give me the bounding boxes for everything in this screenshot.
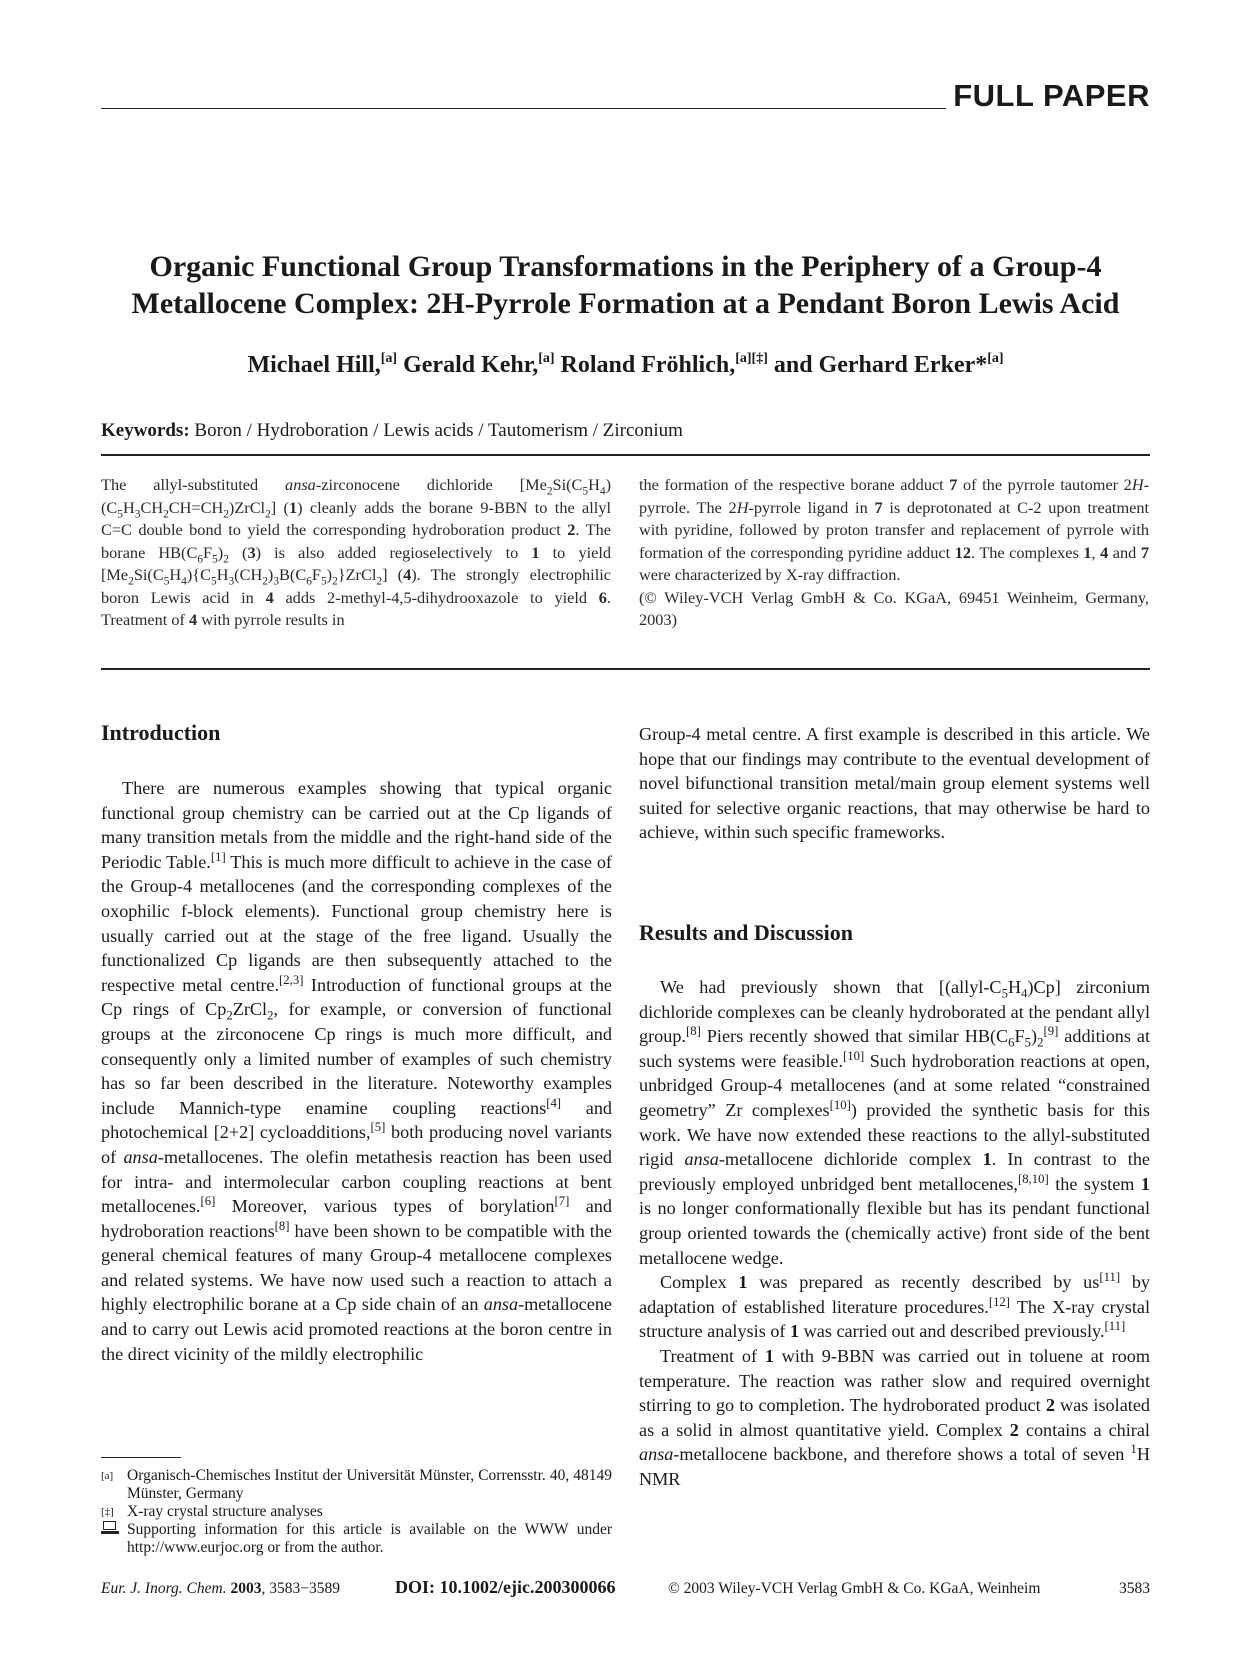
journal-year: 2003 (230, 1580, 262, 1597)
author-name: Michael Hill, (247, 352, 381, 378)
keywords-text: Boron / Hydroboration / Lewis acids / Tautomerism / Zirconium (194, 420, 683, 441)
journal-pages: , 3583−3589 (261, 1580, 340, 1597)
abstract-left-column (101, 474, 611, 632)
header-rule (101, 108, 946, 109)
footnote (101, 1521, 612, 1557)
introduction-column (101, 776, 612, 1366)
right-column-continuation (639, 722, 1150, 845)
computer-icon (101, 1521, 119, 1535)
abstract-text-right: the formation of the respective borane adduct 7 of the pyrrole tautomer 2H-pyrrole. The 2H-pyrrole ligand in 7 is deprotonated at C-2 upon treatment with pyridine, followed by proton transfer and replacement of pyrrole with formation of the corresponding pyridine adduct 12. The complexes 1, 4 and 7 were characterized by X-ray diffraction. (639, 475, 1150, 584)
section-heading-introduction: Introduction (101, 720, 221, 745)
footnote (101, 1467, 612, 1503)
author-name: and Gerhard Erker* (773, 352, 988, 378)
footnote-text: Supporting information for this article is available on the WWW under http://www.eurjoc.org or from the author. (127, 1521, 612, 1556)
author-name: Gerald Kehr, (403, 352, 539, 378)
author-affiliation: [a] (538, 351, 555, 366)
footer-copyright: © 2003 Wiley-VCH Verlag GmbH & Co. KGaA, Weinheim (668, 1580, 1041, 1597)
doi: DOI: 10.1002/ejic.200300066 (395, 1577, 616, 1597)
author-affiliation: [a] (380, 351, 398, 366)
introduction-paragraph: There are numerous examples showing that typical organic functional group chemistry can be carried out at the Cp ligands of many transition metals from the middle and the right-hand side of the Periodic Table.[1] This is much more difficult to achieve in the case of the Group-4 metallocenes (and the corresponding complexes of the oxophilic f-block elements). Functional group chemistry here is usually carried out at the stage of the free ligand. Usually the functionalized Cp ligands are then subsequently attached to the respective metal centre.[2,3] Introduction of functional groups at the Cp rings of $Cp_2ZrCl_2$, for example, or conversion of functional groups at the zirconocene Cp rings is much more difficult, and consequently only a limited number of examples of such chemistry has so far been described in the literature. Noteworthy examples include Mannich-type enamine coupling reactions[4] and photochemical [2+2] cycloadditions,[5] both producing novel variants of ansa-metallocenes. The olefin metathesis reaction has been used for intra- and intermolecular carbon coupling reactions at bent metallocenes.[6] Moreover, various types of borylation[7] and hydroboration reactions[8] have been shown to be compatible with the general chemical features of many Group-4 metallocene complexes and related systems. We have now used such a reaction to attach a highly electrophilic borane at a Cp side chain of an ansa-metallocene and to carry out Lewis acid promoted reactions at the boron centre in the direct vicinity of the mildly electrophilic (101, 778, 613, 1364)
results-paragraph-2: Complex 1 was prepared as recently described by us[11] by adaptation of established literature procedures.[12] The X-ray crystal structure analysis of 1 was carried out and described previously.[11] (639, 1270, 1150, 1342)
abstract-top-rule (101, 454, 1150, 456)
section-heading-results: Results and Discussion (639, 920, 853, 945)
results-column (639, 975, 1150, 1491)
abstract-right-column (639, 474, 1149, 632)
keywords-label: Keywords: (101, 420, 190, 441)
title-line-2: Metallocene Complex: 2H-Pyrrole Formation at a Pendant Boron Lewis Acid (131, 287, 1120, 320)
author-affiliation: [a][‡] (735, 351, 768, 366)
author-list (101, 352, 1150, 379)
footnote-text: Organisch-Chemisches Institut der Universität Münster, Corrensstr. 40, 48149 Münster, Germany (127, 1467, 612, 1502)
results-paragraph-1: We had previously shown that $[(allyl-C_5H_4)Cp]$ zirconium dichloride complexes can be cleanly hydroborated at the pendant allyl group.[8] Piers recently showed that similar $HB(C_6F_5)_2[9]$ additions at such systems were feasible.[10] Such hydroboration reactions at open, unbridged Group-4 metallocenes (and at some related “constrained geometry” Zr complexes[10]) provided the synthetic basis for this work. We have now extended these reactions to the allyl-substituted rigid ansa-metallocene dichloride complex 1. In contrast to the previously employed unbridged bent metallocenes,[8,10] the system 1 is no longer conformationally flexible but has its pendant functional group oriented towards the (chemically active) front side of the bent metallocene wedge. (639, 977, 1151, 1268)
title-line-1: Organic Functional Group Transformations in the Periphery of a Group-4 (149, 250, 1102, 283)
footnote (101, 1503, 612, 1521)
author-name: Roland Fröhlich, (560, 352, 736, 378)
results-paragraph-3: Treatment of 1 with 9-BBN was carried out in toluene at room temperature. The reaction was rather slow and required overnight stirring to go to completion. The hydroborated product 2 was isolated as a solid in almost quantitative yield. Complex 2 contains a chiral ansa-metallocene backbone, and therefore shows a total of seven $^1$H NMR (639, 1345, 1150, 1489)
footnote-mark: [a] (101, 1470, 114, 1482)
footnote-mark: [‡] (101, 1506, 114, 1518)
keywords (101, 420, 683, 442)
section-type-label: FULL PAPER (953, 78, 1150, 113)
author-affiliation: [a] (987, 351, 1004, 366)
article-title (101, 248, 1150, 322)
footnote-text: X-ray crystal structure analyses (127, 1503, 323, 1520)
introduction-continuation: Group-4 metal centre. A first example is described in this article. We hope that our findings may contribute to the eventual development of novel bifunctional transition metal/main group element systems well suited for selective organic reactions, that may otherwise be hard to achieve, within such specific frameworks. (639, 724, 1150, 843)
journal-citation (101, 1580, 340, 1598)
footnotes (101, 1467, 612, 1557)
footnote-rule (101, 1457, 181, 1458)
abstract-bottom-rule (101, 668, 1150, 670)
abstract-copyright: (© Wiley-VCH Verlag GmbH & Co. KGaA, 69451 Weinheim, Germany, 2003) (639, 587, 1149, 629)
abstract-text-left: The allyl-substituted ansa-zirconocene dichloride $[Me_2Si(C_5H_4)(C_5H_3CH_2CH=CH_2)ZrCl_2]$ (1) cleanly adds the borane 9-BBN to the allyl C=C double bond to yield the corresponding hydroboration product 2. The borane $HB(C_6F_5)_2$ (3) is also added regioselectively to 1 to yield $[Me_2Si(C_5H_4)\{C_5H_3(CH_2)_3B(C_6F_5)_2\}ZrCl_2]$ (4). The strongly electrophilic boron Lewis acid in 4 adds 2-methyl-4,5-dihydrooxazole to yield 6. Treatment of 4 with pyrrole results in (101, 475, 611, 629)
page-number: 3583 (1119, 1580, 1150, 1597)
journal-name: Eur. J. Inorg. Chem. (101, 1580, 227, 1597)
